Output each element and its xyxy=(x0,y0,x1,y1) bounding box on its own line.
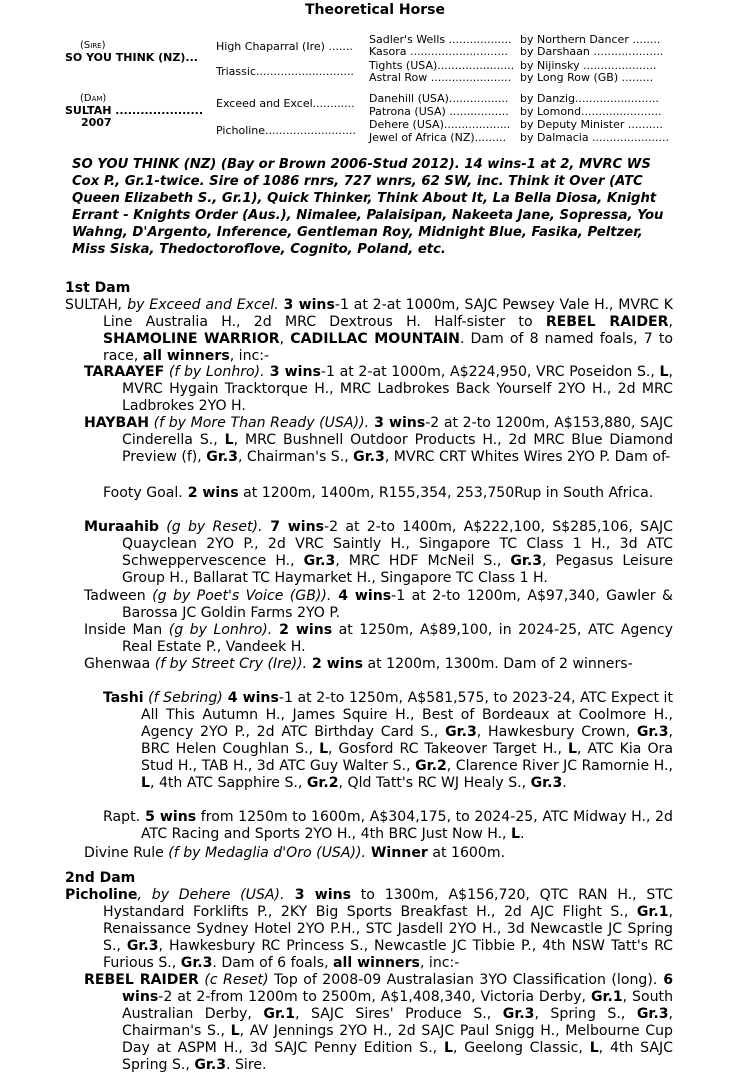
entry-tashi: Tashi (f Sebring) 4 wins-1 at 2-to 1250m, A$581,575, to 2023-24, ATC Expect it All This Autumn H., James Squire H., Best of Bordeaux at Coolmore H., Agency 2YO P., 2d ATC Birthday Card S., Gr.3, Hawkesbury Crown, Gr.3, BRC Helen Coughlan S., L, Gosford RC Takeover Target H., L, ATC Kia Ora Stud H., TAB H., 3d ATC Guy Walter S., Gr.2, Clarence River JC Ramornie H., L, 4th ATC Sapphire S., Gr.2, Qld Tatt's RC WJ Healy S., Gr.3. xyxy=(103,690,673,791)
entry-footy-goal: Footy Goal. 2 wins at 1200m, 1400m, R155,354, 253,750Rup in South Africa. xyxy=(103,485,654,501)
second-dam-heading: 2nd Dam xyxy=(65,870,136,886)
dam-sire: Exceed and Excel............ xyxy=(216,97,355,110)
g4-5: by Danzig........................ xyxy=(520,92,659,105)
entry-sultah: SULTAH, by Exceed and Excel. 3 wins-1 at 2-at 1000m, SAJC Pewsey Vale H., MVRC K Line Australia H., 2d MRC Dextrous H. Half-sister to REBEL RAIDER, SHAMOLINE WARRIOR, CADILLAC MOUNTAIN. Dam of 8 named foals, 7 to race, all winners, inc:- xyxy=(65,297,674,364)
g4-1: by Northern Dancer ........ xyxy=(520,33,661,46)
entry-haybah: HAYBAH (f by More Than Ready (USA)). 3 wins-2 at 2-to 1200m, A$153,880, SAJC Cinderella S., L, MRC Bushnell Outdoor Products H., 2d MRC Blue Diamond Preview (f), Gr.3, Chairman's S., Gr.3, MVRC CRT Whites Wires 2YO P. Dam of- xyxy=(84,415,674,465)
entry-taraayef: TARAAYEF (f by Lonhro). 3 wins-1 at 2-at 1000m, A$224,950, VRC Poseidon S., L, MVRC Hygain Tracktorque H., MRC Ladbrokes Back Yourself 2YO H., 2d MRC Ladbrokes 2YO H. xyxy=(84,364,673,414)
g3-2: Kasora ............................ xyxy=(369,45,508,58)
g3-3: Tights (USA)...................... xyxy=(369,59,515,72)
g4-2: by Darshaan .................... xyxy=(520,45,664,58)
sire-name: SO YOU THINK (NZ)... xyxy=(65,51,198,64)
g4-4: by Long Row (GB) ......... xyxy=(520,71,654,84)
g3-5: Danehill (USA)................. xyxy=(369,92,509,105)
g3-8: Jewel of Africa (NZ)......... xyxy=(369,131,507,144)
entry-tadween: Tadween (g by Poet's Voice (GB)). 4 wins-1 at 2-to 1200m, A$97,340, Gawler & Barossa JC Goldin Farms 2YO P. xyxy=(84,588,674,621)
sire-sire: High Chaparral (Ire) ....... xyxy=(216,40,353,53)
g3-7: Dehere (USA)................... xyxy=(369,118,511,131)
entry-rapt: Rapt. 5 wins from 1250m to 1600m, A$304,175, to 2024-25, ATC Midway H., 2d ATC Racing and Sports 2YO H., 4th BRC Just Now H., L. xyxy=(103,809,673,842)
entry-picholine: Picholine, by Dehere (USA). 3 wins to 1300m, A$156,720, QTC RAN H., STC Hystandard Forklifts P., 2KY Big Sports Breakfast H., 2d AJC Flight S., Gr.1, Renaissance Sydney Hotel 2YO P.H., STC Jasdell 2YO H., 3d Newcastle JC Spring S., Gr.3, Hawkesbury RC Princess S., Newcastle JC Tibbie P., 4th NSW Tatt's RC Furious S., Gr.3. Dam of 6 foals, all winners, inc:- xyxy=(65,887,673,971)
g3-1: Sadler's Wells .................. xyxy=(369,33,512,46)
dam-year: 2007 xyxy=(81,116,112,129)
entry-muraahib: Muraahib (g by Reset). 7 wins-2 at 2-to 1400m, A$222,100, S$285,106, SAJC Quayclean 2YO P., 2d VRC Saintly H., Singapore TC Class 1 H., 3d ATC Schweppervescence H., Gr.3, MRC HDF McNeil S., Gr.3, Pegasus Leisure Group H., Ballarat TC Haymarket H., Singapore TC Class 1 H. xyxy=(84,519,674,586)
first-dam-heading: 1st Dam xyxy=(65,280,131,296)
entry-divine-rule: Divine Rule (f by Medaglia d'Oro (USA)). Winner at 1600m. xyxy=(84,845,506,861)
sire-summary: SO YOU THINK (NZ) (Bay or Brown 2006-Stud 2012). 14 wins-1 at 2, MVRC WS Cox P., Gr.1-twice. Sire of 1086 rnrs, 727 wnrs, 62 SW, inc. Think it Over (ATC Queen Elizabeth S., Gr.1), Quick Thinker, Think About It, La Bella Diosa, Knight Errant - Knights Order (Aus.), Nimalee, Palaisipan, Nakeeta Jane, Sopressa, You Wahng, D'Argento, Inference, Gentleman Roy, Midnight Blue, Fasika, Peltzer, Miss Siska, Thedoctoroflove, Cognito, Poland, etc. xyxy=(72,157,664,257)
entry-inside-man: Inside Man (g by Lonhro). 2 wins at 1250m, A$89,100, in 2024-25, ATC Agency Real Estate P., Vandeek H. xyxy=(84,622,673,655)
sire-dam: Triassic............................ xyxy=(216,65,354,78)
dam-name: SULTAH ..................... xyxy=(65,104,203,117)
entry-ghenwaa: Ghenwaa (f by Street Cry (Ire)). 2 wins at 1200m, 1300m. Dam of 2 winners- xyxy=(84,656,633,672)
entry-rebel-raider: REBEL RAIDER (c Reset) Top of 2008-09 Australasian 3YO Classification (long). 6 wins-2 at 2-from 1200m to 2500m, A$1,408,340, Victoria Derby, Gr.1, South Australian Derby, Gr.1, SAJC Sires' Produce S., Gr.3, Spring S., Gr.3, Chairman's S., L, AV Jennings 2YO H., 2d SAJC Paul Snigg H., Melbourne Cup Day at ASPM H., 3d SAJC Penny Edition S., L, Geelong Classic, L, 4th SAJC Spring S., Gr.3. Sire. xyxy=(84,972,674,1073)
g4-6: by Lomond....................... xyxy=(520,105,662,118)
sire-label: (Sire) xyxy=(80,40,106,51)
g4-3: by Nijinsky ..................... xyxy=(520,59,657,72)
dam-dam: Picholine.......................... xyxy=(216,124,356,137)
g4-7: by Deputy Minister .......... xyxy=(520,118,663,131)
g3-4: Astral Row ....................... xyxy=(369,71,512,84)
g4-8: by Dalmacia ...................... xyxy=(520,131,669,144)
page-title: Theoretical Horse xyxy=(304,2,445,18)
g3-6: Patrona (USA) ................. xyxy=(369,105,509,118)
dam-label: (Dam) xyxy=(80,93,107,104)
